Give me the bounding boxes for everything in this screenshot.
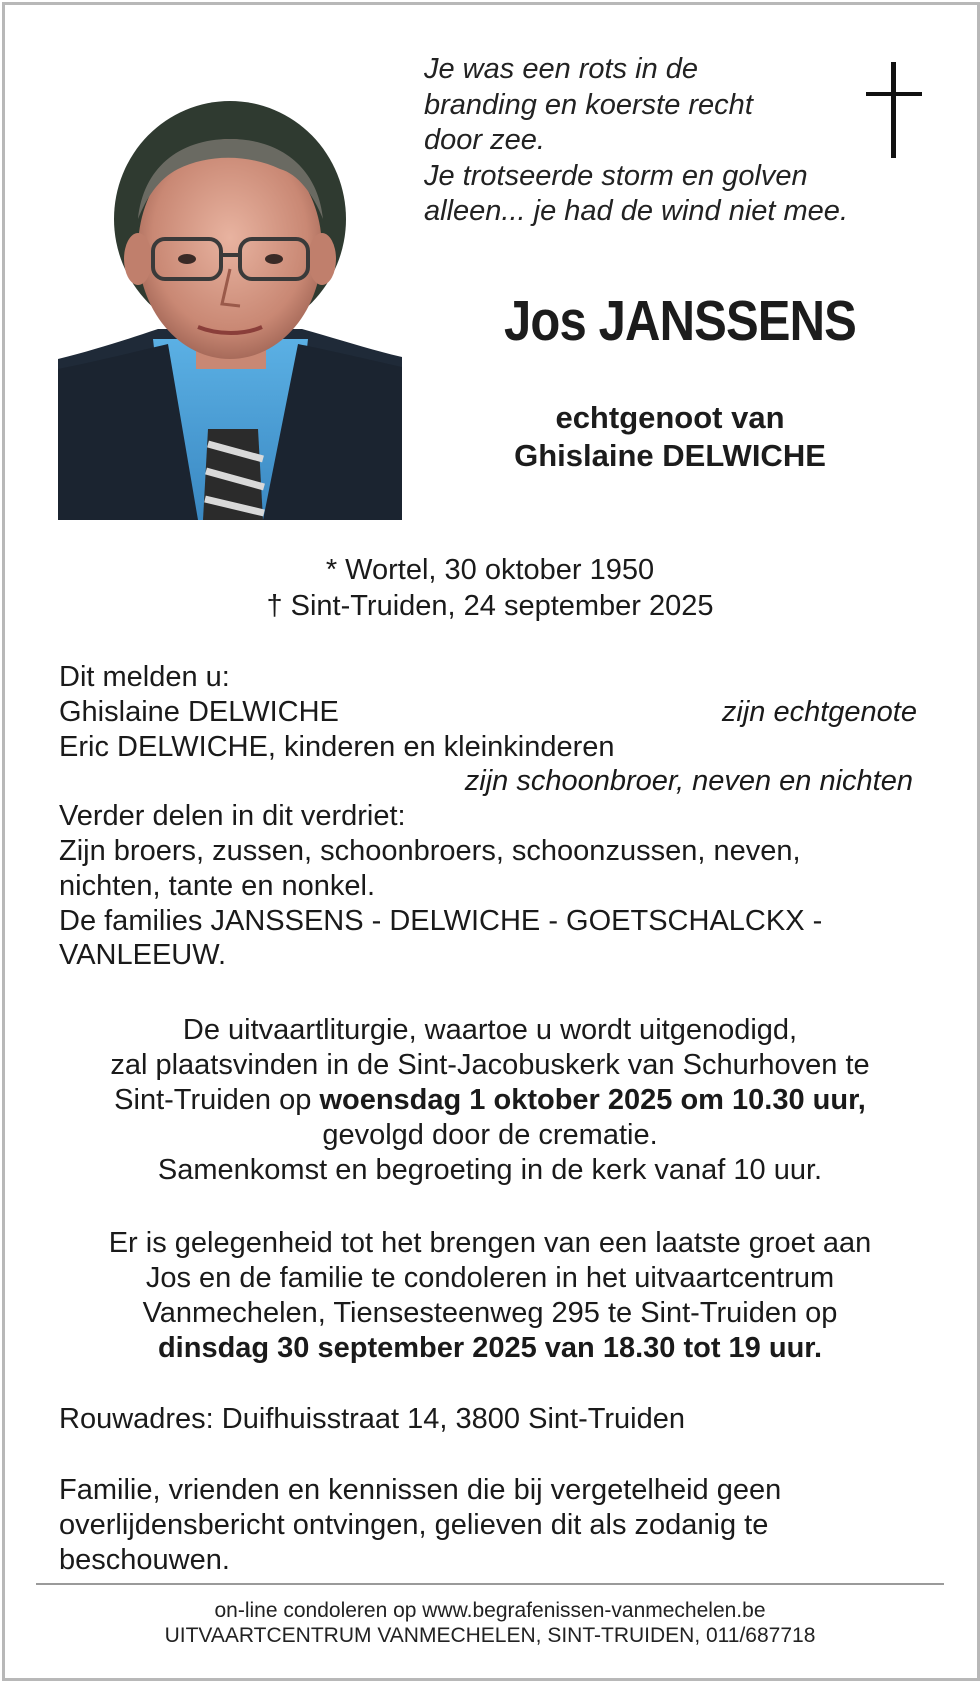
family-member-name: Ghislaine DELWICHE bbox=[59, 695, 339, 728]
notice-line: Familie, vrienden en kennissen die bij vergetelheid geen bbox=[59, 1474, 782, 1506]
announce-intro: Dit melden u: bbox=[59, 661, 230, 693]
liturgy-line: gevolgd door de crematie. bbox=[322, 1119, 658, 1151]
footer-funeral-home: UITVAARTCENTRUM VANMECHELEN, SINT-TRUIDEN, 011/687718 bbox=[164, 1624, 816, 1647]
visitation-block bbox=[40, 1226, 940, 1366]
birth-line: * Wortel, 30 oktober 1950 bbox=[325, 554, 655, 586]
shared-line: VANLEEUW. bbox=[59, 939, 227, 972]
cross-icon bbox=[866, 62, 922, 158]
notice-line: overlijdensbericht ontvingen, gelieven dit als zodanig te bbox=[59, 1509, 769, 1541]
life-dates bbox=[0, 552, 980, 624]
family-row-role bbox=[59, 764, 929, 799]
visitation-line: Jos en de familie te condoleren in het uitvaartcentrum bbox=[145, 1262, 835, 1294]
footer-divider bbox=[36, 1583, 944, 1585]
family-row: Eric DELWICHE, kinderen en kleinkinderen bbox=[59, 730, 615, 763]
deceased-name: Jos JANSSENS bbox=[503, 289, 857, 353]
liturgy-line bbox=[40, 1083, 940, 1118]
family-member-role: zijn schoonbroer, neven en nichten bbox=[464, 765, 913, 798]
poem bbox=[424, 52, 864, 230]
poem-line: Je was een rots in de bbox=[424, 53, 699, 85]
spouse-block bbox=[440, 399, 900, 475]
footer-condolence-line: on-line condoleren op www.begrafenissen-vanmechelen.be bbox=[214, 1599, 766, 1622]
family-member-role: zijn echtgenote bbox=[721, 695, 917, 728]
relation-label: echtgenoot van bbox=[555, 400, 785, 435]
notice-line: beschouwen. bbox=[59, 1544, 230, 1576]
visitation-line: Er is gelegenheid tot het brengen van een laatste groet aan bbox=[108, 1227, 872, 1259]
footer bbox=[0, 1598, 980, 1648]
spouse-name: Ghislaine DELWICHE bbox=[514, 438, 826, 473]
visitation-datetime: dinsdag 30 september 2025 van 18.30 tot 19 uur. bbox=[157, 1332, 823, 1364]
liturgy-text: Sint-Truiden op bbox=[114, 1084, 320, 1116]
family-row bbox=[59, 695, 929, 730]
visitation-line: Vanmechelen, Tiensesteenweg 295 te Sint-Truiden op bbox=[142, 1297, 838, 1329]
poem-line: door zee. bbox=[424, 124, 545, 156]
death-line: † Sint-Truiden, 24 september 2025 bbox=[266, 590, 714, 622]
poem-line: Je trotseerde storm en golven bbox=[424, 159, 808, 192]
shared-intro: Verder delen in dit verdriet: bbox=[59, 800, 406, 833]
family-announcement bbox=[59, 660, 929, 973]
liturgy-line: De uitvaartliturgie, waartoe u wordt uitgenodigd, bbox=[182, 1014, 798, 1046]
liturgy-line: Samenkomst en begroeting in de kerk vanaf 10 uur. bbox=[157, 1154, 823, 1186]
liturgy-datetime: woensdag 1 oktober 2025 om 10.30 uur, bbox=[319, 1084, 866, 1116]
notice-block bbox=[59, 1473, 879, 1578]
mourning-address: Rouwadres: Duifhuisstraat 14, 3800 Sint-Truiden bbox=[59, 1403, 685, 1435]
shared-line: De families JANSSENS - DELWICHE - GOETSCHALCKX - bbox=[59, 904, 823, 937]
shared-line: Zijn broers, zussen, schoonbroers, schoonzussen, neven, bbox=[59, 834, 801, 867]
shared-line: nichten, tante en nonkel. bbox=[59, 869, 376, 902]
liturgy-line: zal plaatsvinden in de Sint-Jacobuskerk van Schurhoven te bbox=[110, 1049, 870, 1081]
poem-line: branding en koerste recht bbox=[424, 88, 753, 121]
poem-line: alleen... je had de wind niet mee. bbox=[424, 195, 848, 227]
liturgy-block bbox=[40, 1013, 940, 1188]
portrait-photo bbox=[58, 99, 402, 520]
